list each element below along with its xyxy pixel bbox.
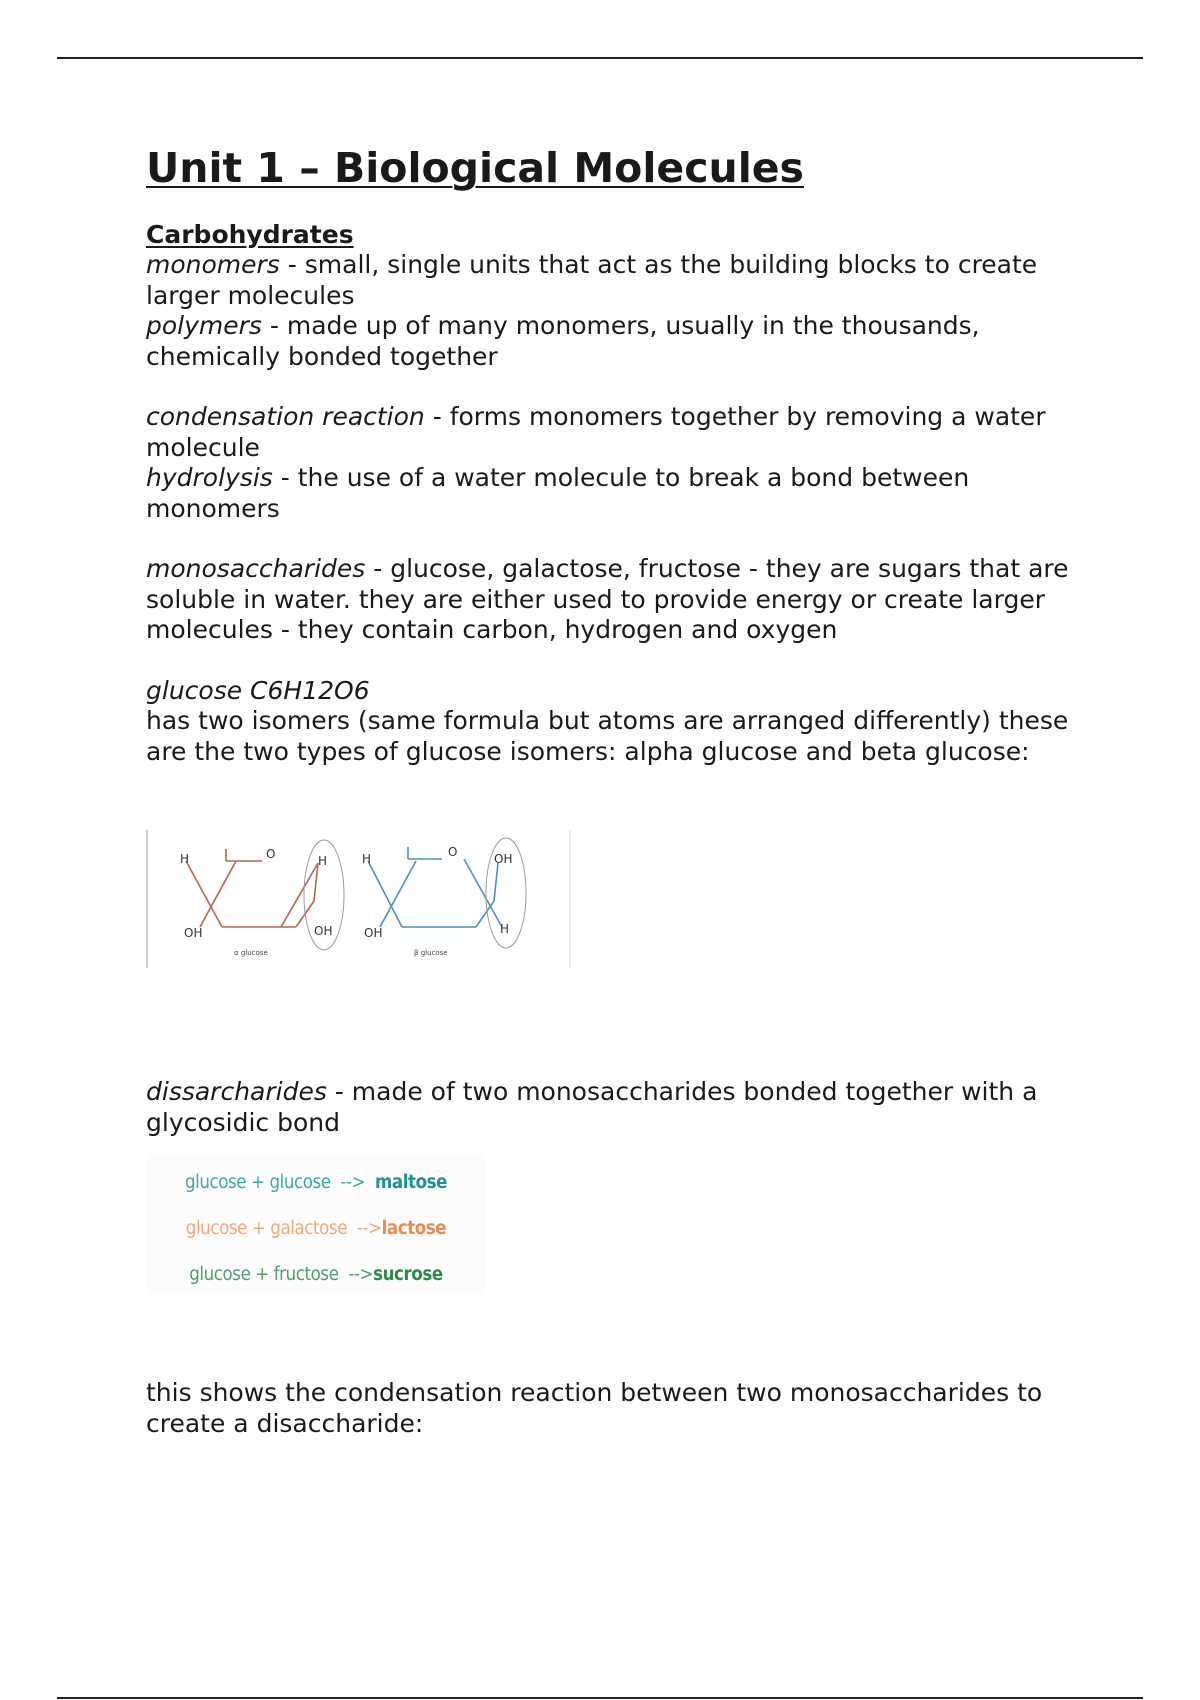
alpha-label-h-left: H — [180, 852, 190, 866]
sucrose-product: sucrose — [373, 1264, 443, 1285]
term-monomers: monomers — [146, 250, 280, 279]
definition-disaccharides: - made of two monosaccharides bonded together with a glycosidic bond — [146, 1077, 1038, 1137]
lactose-arrow: --> — [356, 1218, 382, 1239]
footer-rule — [57, 1697, 1143, 1699]
entry-monomers — [146, 250, 1086, 311]
glucose-isomers-figure — [146, 829, 571, 969]
beta-label-h-left: H — [362, 852, 372, 866]
beta-label-oh-left: OH — [364, 926, 383, 940]
header-rule — [57, 57, 1143, 59]
definition-monosaccharides: - glucose, galactose, fructose - they are sugars that are soluble in water. they are either used to provide energy or create larger molecules - they contain carbon, hydrogen and oxygen — [146, 554, 1069, 644]
alpha-label-h-circled: H — [318, 854, 328, 868]
entry-hydrolysis — [146, 463, 1086, 524]
document-body — [146, 142, 1086, 1439]
definition-hydrolysis: - the use of a water molecule to break a bond between monomers — [146, 463, 970, 523]
alpha-label-oh-circled: OH — [314, 924, 333, 938]
entry-condensation-figure-intro: this shows the condensation reaction between two monosaccharides to create a disaccharide: — [146, 1378, 1043, 1438]
term-monosaccharides: monosaccharides — [146, 554, 366, 583]
entry-glucose-text: has two isomers (same formula but atoms are arranged differently) these are the two types of glucose isomers: alpha glucose and beta glucose: — [146, 706, 1069, 766]
lactose-reactants: glucose + galactose — [185, 1218, 348, 1239]
beta-caption: β glucose — [414, 949, 448, 957]
maltose-product: maltose — [374, 1172, 448, 1193]
entry-glucose-term — [146, 676, 1086, 707]
definition-polymers: - made up of many monomers, usually in the thousands, chemically bonded together — [146, 311, 980, 371]
alpha-label-oh-left: OH — [184, 926, 203, 940]
disaccharide-formation-figure — [146, 1154, 486, 1294]
beta-label-o: O — [448, 845, 458, 859]
definition-monomers: - small, single units that act as the building blocks to create larger molecules — [146, 250, 1038, 310]
sucrose-arrow: --> — [348, 1264, 374, 1285]
spacer — [146, 969, 1086, 1077]
spacer — [146, 372, 1086, 402]
page-title: Unit 1 – Biological Molecules — [146, 144, 804, 192]
term-glucose: glucose C6H12O6 — [146, 675, 370, 705]
term-condensation: condensation reaction — [146, 402, 425, 431]
section-heading-carbohydrates: Carbohydrates — [146, 220, 354, 249]
alpha-caption: α glucose — [234, 949, 268, 957]
maltose-arrow: --> — [340, 1172, 366, 1193]
term-hydrolysis: hydrolysis — [146, 463, 273, 492]
lactose-equation — [146, 1218, 486, 1239]
sucrose-reactants: glucose + fructose — [189, 1264, 339, 1285]
entry-polymers — [146, 311, 1086, 372]
beta-label-oh-circled: OH — [494, 852, 513, 866]
term-polymers: polymers — [146, 311, 262, 340]
alpha-label-o: O — [266, 847, 276, 861]
entry-disaccharides — [146, 1077, 1086, 1138]
spacer — [146, 646, 1086, 676]
spacer — [146, 524, 1086, 554]
maltose-reactants: glucose + glucose — [184, 1172, 331, 1193]
lactose-product: lactose — [381, 1218, 447, 1239]
beta-label-h-circled: H — [500, 922, 510, 936]
sucrose-equation — [146, 1264, 486, 1285]
definition-condensation: - forms monomers together by removing a water molecule — [146, 402, 1046, 462]
maltose-equation — [146, 1172, 486, 1193]
alpha-glucose-structure — [186, 849, 318, 927]
beta-glucose-structure — [368, 847, 502, 927]
entry-condensation — [146, 402, 1086, 463]
entry-monosaccharides — [146, 554, 1086, 646]
term-disaccharides: dissarcharides — [146, 1077, 327, 1106]
glucose-isomers-diagram — [146, 829, 571, 969]
spacer — [146, 1294, 1086, 1378]
